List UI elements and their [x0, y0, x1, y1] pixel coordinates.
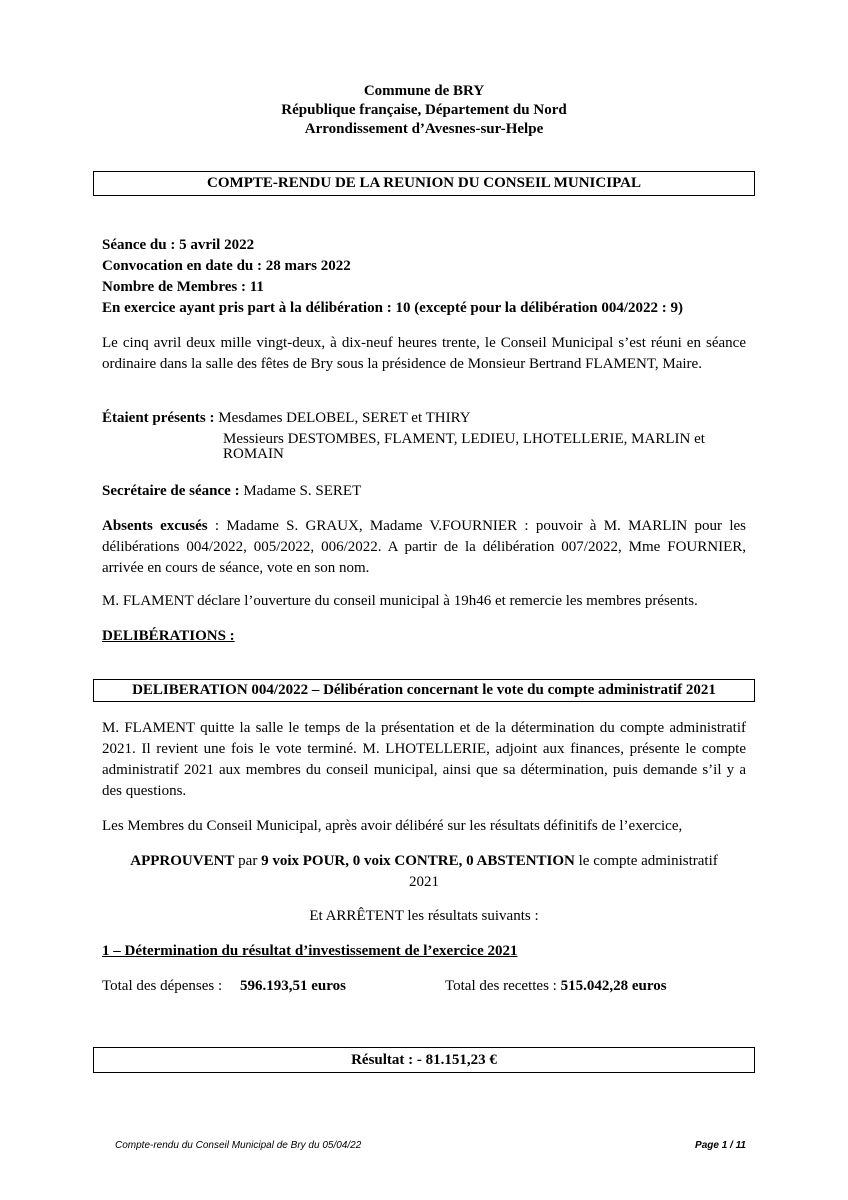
- page-number: Page 1 / 11: [695, 1140, 746, 1151]
- vote-line: [102, 851, 746, 872]
- depenses-value: 596.193,51 euros: [240, 978, 346, 994]
- deliberation-title-box: [93, 679, 755, 702]
- opening-line: M. FLAMENT déclare l’ouverture du conseil municipal à 19h46 et remercie les membres présents.: [102, 593, 698, 609]
- secretary-value: Madame S. SERET: [239, 483, 362, 499]
- vote-suffix: le compte administratif: [574, 853, 718, 869]
- footer-left: Compte-rendu du Conseil Municipal de Bry du 05/04/22: [115, 1140, 362, 1151]
- vote-counts: 9 voix POUR, 0 voix CONTRE, 0 ABSTENTION: [261, 853, 575, 869]
- absent-paragraph: [102, 516, 746, 579]
- absent-label: Absents excusés: [102, 518, 208, 534]
- vote-approve: APPROUVENT: [130, 853, 235, 869]
- members-count: Nombre de Membres : 11: [102, 279, 264, 295]
- republic-line: République française, Département du Nord: [281, 102, 567, 118]
- absent-value: : Madame S. GRAUX, Madame V.FOURNIER : pouvoir à M. MARLIN pour les délibérations 004/2022, 005/2022, 006/2022. A partir de la délibération 007/2022, Mme FOURNIER, arrivée en cours de séance, vote en son nom.: [102, 518, 746, 576]
- recettes-line: [445, 976, 667, 997]
- vote-year: 2021: [409, 874, 439, 890]
- intro-paragraph: Le cinq avril deux mille vingt-deux, à dix-neuf heures trente, le Conseil Municipal s’est réuni en séance ordinaire dans la salle des fêtes de Bry sous la présidence de Monsieur Bertrand FLAMENT, Maire.: [102, 335, 746, 372]
- result-box: [93, 1047, 755, 1073]
- present-ladies: Mesdames DELOBEL, SERET et THIRY: [218, 410, 471, 426]
- present-members: [102, 408, 471, 429]
- depenses-label: Total des dépenses :: [102, 978, 223, 994]
- deliberation-paragraph: M. FLAMENT quitte la salle le temps de la présentation et de la détermination du compte administratif 2021. Il revient une fois le vote terminé. M. LHOTELLERIE, adjoint aux finances, présente le compte administratif 2021 aux membres du conseil municipal, ainsi que sa détermination, puis demande s’il y a des questions.: [102, 720, 746, 799]
- commune-name: Commune de BRY: [363, 83, 485, 99]
- deliberations-heading: DELIBÉRATIONS :: [102, 628, 235, 644]
- exercise-line: En exercice ayant pris part à la délibération : 10 (excepté pour la délibération 004/2022 : 9): [102, 300, 684, 316]
- convocation-date: Convocation en date du : 28 mars 2022: [102, 258, 351, 274]
- document-title-box: [93, 171, 755, 196]
- vote-par: par: [234, 853, 262, 869]
- secretary-line: [102, 481, 361, 502]
- present-label: Étaient présents :: [102, 410, 215, 426]
- investment-result-heading: 1 – Détermination du résultat d’investissement de l’exercice 2021: [102, 943, 518, 959]
- present-gentlemen: Messieurs DESTOMBES, FLAMENT, LEDIEU, LHOTELLERIE, MARLIN et: [223, 431, 705, 447]
- session-date: Séance du : 5 avril 2022: [102, 237, 255, 253]
- deliberation-title: DELIBERATION 004/2022 – Délibération concernant le vote du compte administratif 2021: [132, 682, 716, 698]
- arretent-line: Et ARRÊTENT les résultats suivants :: [309, 908, 539, 924]
- arrondissement-line: Arrondissement d’Avesnes-sur-Helpe: [304, 121, 544, 137]
- deliberation-statement: Les Membres du Conseil Municipal, après avoir délibéré sur les résultats définitifs de l’exercice,: [102, 818, 683, 834]
- document-title: COMPTE-RENDU DE LA REUNION DU CONSEIL MUNICIPAL: [207, 175, 641, 191]
- recettes-value: 515.042,28 euros: [560, 978, 667, 994]
- secretary-label: Secrétaire de séance :: [102, 483, 240, 499]
- result-value: Résultat : - 81.151,23 €: [351, 1052, 497, 1068]
- present-gentlemen-cont: ROMAIN: [223, 446, 284, 462]
- recettes-label: Total des recettes :: [445, 978, 561, 994]
